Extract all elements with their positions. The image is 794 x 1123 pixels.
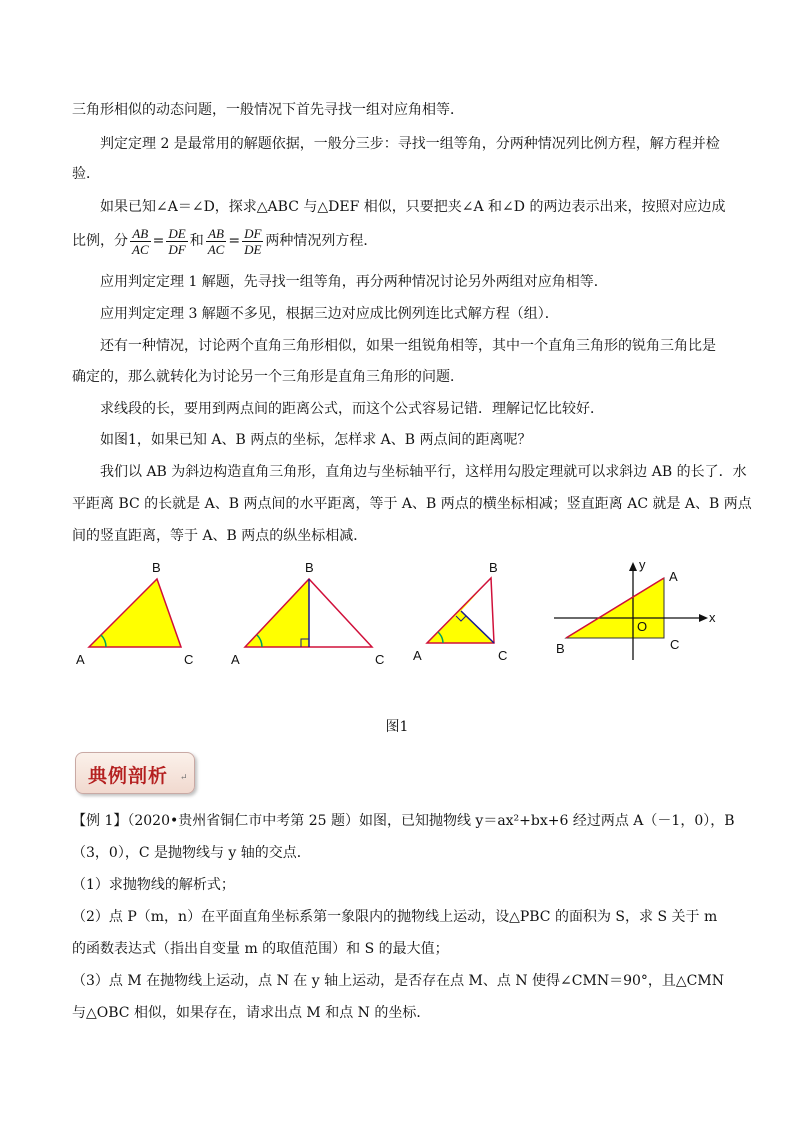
label-c: C <box>498 648 508 663</box>
equals-sign: = <box>228 233 241 249</box>
label-a: A <box>669 569 678 584</box>
coordinate-figure <box>554 557 716 660</box>
triangle-figure-3 <box>413 560 507 663</box>
label-b: B <box>152 560 161 575</box>
text-segment: 比例，分 <box>72 233 128 249</box>
example-question-2: （2）点 P（m，n）在平面直角坐标系第一象限内的抛物线上运动，设△PBC 的面积为 S，求 S 关于 m <box>72 909 718 925</box>
text-segment: 两种情况列方程． <box>265 233 378 249</box>
x-axis-arrow-icon <box>699 614 708 622</box>
triangle-figure-1 <box>76 560 193 667</box>
label-b: B <box>556 641 565 656</box>
y-axis-arrow-icon <box>629 562 637 571</box>
paragraph-2: 判定定理 2 是最常用的解题依据，一般分三步：寻找一组等角，分两种情况列比例方程，解方程并检 <box>100 136 720 152</box>
fraction-ab-ac: $\frac{AB}{AC}$ <box>132 225 149 257</box>
label-b: B <box>489 560 498 575</box>
fraction-ab-ac-2: $\frac{AB}{AC}$ <box>207 225 225 257</box>
example-line-1: 【例 1】（2020•贵州省铜仁市中考第 25 题）如图，已知抛物线 y＝ax²+bx+6 经过两点 A（－1，0），B <box>72 813 735 829</box>
example-question-1: （1）求抛物线的解析式； <box>72 877 235 893</box>
label-b: B <box>305 560 314 575</box>
example-question-3: （3）点 M 在抛物线上运动，点 N 在 y 轴上运动，是否存在点 M、点 N 使得∠CMN＝90°，且△CMN <box>72 973 724 989</box>
figure-caption: 图1 <box>385 719 409 735</box>
label-a: A <box>413 648 422 663</box>
equals-sign: = <box>152 233 165 249</box>
example-line-2: （3，0），C 是抛物线与 y 轴的交点． <box>72 845 311 861</box>
figure-1-triangles <box>0 556 794 676</box>
label-y: y <box>639 557 646 572</box>
paragraph-7: 求线段的长，要用到两点间的距离公式，而这个公式容易记错．理解记忆比较好． <box>100 401 604 417</box>
fraction-df-de: $\frac{DF}{DE}$ <box>244 225 262 257</box>
text-segment: 和 <box>189 233 204 249</box>
paragraph-6: 还有一种情况，讨论两个直角三角形相似，如果一组锐角相等，其中一个直角三角形的锐角三角比是 <box>100 338 716 354</box>
label-a: A <box>76 652 85 667</box>
label-o: O <box>637 619 648 634</box>
label-c: C <box>184 652 194 667</box>
paragraph-5: 应用判定定理 3 解题不多见，根据三边对应成比例列连比式解方程（组）． <box>100 306 559 322</box>
paragraph-9: 我们以 AB 为斜边构造直角三角形，直角边与坐标轴平行，这样用勾股定理就可以求斜边 AB 的长了．水 <box>100 464 747 480</box>
paragraph-9-cont-2: 间的竖直距离，等于 A、B 两点的纵坐标相减． <box>72 528 368 544</box>
example-question-2-cont: 的函数表达式（指出自变量 m 的取值范围）和 S 的最大值； <box>72 941 449 957</box>
section-badge-label: 典例剖析 <box>88 765 169 787</box>
triangle-figure-2 <box>231 560 384 667</box>
paragraph-mark-icon: ↵ <box>180 773 189 783</box>
fraction-de-df: $\frac{DE}{DF}$ <box>168 225 186 257</box>
paragraph-2-cont: 验． <box>72 166 100 182</box>
paragraph-6-cont: 确定的，那么就转化为讨论另一个三角形是直角三角形的问题． <box>72 369 464 385</box>
label-c: C <box>670 637 680 652</box>
paragraph-3-cont <box>72 224 732 258</box>
label-c: C <box>375 652 385 667</box>
paragraph-1: 三角形相似的动态问题，一般情况下首先寻找一组对应角相等． <box>72 102 464 118</box>
paragraph-8: 如图1，如果已知 A、B 两点的坐标，怎样求 A、B 两点间的距离呢？ <box>100 432 532 448</box>
section-badge <box>75 752 195 794</box>
paragraph-4: 应用判定定理 1 解题，先寻找一组等角，再分两种情况讨论另外两组对应角相等． <box>100 274 608 290</box>
shaded-subtriangle-2 <box>427 611 494 643</box>
paragraph-9-cont: 平距离 BC 的长就是 A、B 两点间的水平距离，等于 A、B 两点的横坐标相减；竖直距离 AC 就是 A、B 两点 <box>72 496 752 512</box>
label-x: x <box>709 610 716 625</box>
label-a: A <box>231 652 240 667</box>
paragraph-3: 如果已知∠A＝∠D，探求△ABC 与△DEF 相似，只要把夹∠A 和∠D 的两边表示出来，按照对应边成 <box>100 199 726 215</box>
example-question-3-cont: 与△OBC 相似，如果存在，请求出点 M 和点 N 的坐标． <box>72 1005 431 1021</box>
